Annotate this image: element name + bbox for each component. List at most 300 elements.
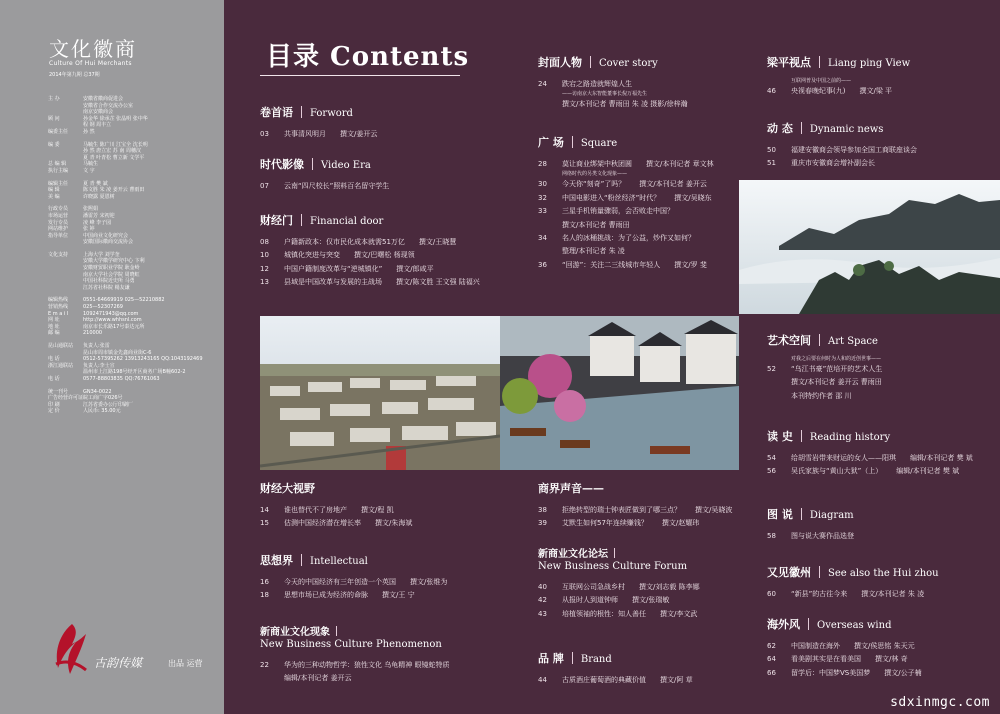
section-divider [301, 106, 302, 118]
credit-row [48, 278, 216, 285]
section-divider [590, 56, 591, 68]
credit-value: 马毓生 陈广川 江宝全 沈长明 [83, 141, 148, 148]
section-heading [260, 104, 377, 120]
article-kicker: 网络时代的另类文化现象—— [562, 171, 628, 178]
brand-name: 古韵传媒 [94, 656, 143, 670]
credit-row [48, 220, 216, 227]
article-title: 看美剧其实是在看美国 [791, 655, 861, 664]
article-item [767, 530, 868, 543]
section-title-cn: 新商业文化现象 [260, 627, 330, 638]
credit-row [48, 206, 216, 213]
credit-key: 编辑主任 [48, 180, 69, 187]
article-item [260, 659, 463, 672]
section-heading [538, 650, 693, 666]
article-title: 户籍新政本：仅市民化成本就需51万亿 [284, 238, 405, 246]
page-number: 13 [260, 278, 269, 287]
page-number: 36 [538, 260, 547, 269]
credit-value: 210000 [83, 330, 103, 337]
section-heading [767, 120, 931, 136]
article-author: 撰文/本刊记者 姜开云 曹雨田 [791, 378, 882, 387]
credit-key: 美 编 [48, 193, 60, 200]
page-number: 62 [767, 642, 776, 650]
section-financial-door [260, 212, 480, 290]
article-list [767, 356, 896, 403]
section-heading [767, 332, 896, 348]
credit-row [48, 226, 216, 233]
credit-key: 编委主任 [48, 128, 69, 135]
section-heading [260, 156, 403, 172]
credit-row [48, 213, 216, 220]
article-item [767, 640, 922, 653]
logo-en: Culture Of Hui Merchants [49, 60, 132, 67]
section-title-cn: 封面人物 [538, 56, 582, 69]
credit-key: 定 价 [48, 408, 60, 415]
article-title: 留学后：中国梦VS美国梦 [791, 668, 871, 677]
page-number: 64 [767, 655, 776, 664]
section-divider [312, 158, 313, 170]
page-number: 15 [260, 519, 269, 528]
article-title: 县域是中国改革与发展的主战场 [284, 278, 382, 287]
section-title-en: Intellectual [310, 556, 368, 567]
credit-value: GN34-0022 [83, 388, 112, 395]
section-title-en: Diagram [809, 510, 854, 521]
article-title: 中国制造在海外 [791, 642, 840, 650]
article-author: 撰文/郎咸平 [396, 264, 434, 273]
section-title-cn: 动 态 [767, 122, 793, 135]
credit-key: 执行主编 [48, 167, 69, 174]
page-number: 39 [538, 519, 547, 528]
article-title: 共事清风明月 [284, 130, 326, 138]
section-nbc-phenomenon [260, 626, 463, 686]
credit-row [48, 161, 216, 168]
article-item [260, 249, 480, 262]
article-title: “乌江书豪”范培开的艺术人生 [791, 365, 883, 373]
credit-value: 0512-57395262 13913243165 QQ:1043192469 [83, 356, 203, 363]
section-divider [572, 136, 573, 148]
credit-key: 网 址 [48, 317, 60, 324]
section-intellectual [260, 552, 447, 603]
article-item [767, 588, 939, 601]
section-financial-horizon [260, 480, 412, 531]
article-title: 三星手机销量骤弱，会否败走中国？ [562, 207, 674, 216]
article-author: 撰文/本刊记者 姜开云 [639, 180, 707, 189]
article-item [767, 85, 910, 98]
credit-value: 许晓露 夏恩树 [83, 193, 115, 200]
article-list [260, 504, 412, 531]
section-title-en: Square [580, 138, 618, 149]
credit-row [48, 155, 216, 162]
credit-value: 1092471943@qq.com [83, 310, 139, 317]
page-number: 28 [538, 160, 547, 168]
article-item [538, 178, 714, 191]
page-number: 44 [538, 676, 547, 684]
page-number: 07 [260, 182, 269, 190]
credit-row [48, 317, 216, 324]
masthead-credits [48, 96, 216, 415]
credit-value: 中国商业文化研究会 [83, 232, 129, 239]
article-list [260, 180, 403, 193]
article-item [538, 504, 732, 517]
section-heading [767, 564, 939, 580]
credit-value: 负责人:张雷 [83, 343, 110, 349]
article-item [260, 589, 447, 602]
credit-key: 行政专员 [48, 206, 69, 213]
article-author: 撰文/李文武 [660, 609, 698, 618]
article-author: 撰文/吴晓波 [695, 506, 733, 514]
article-item [538, 232, 714, 245]
article-item [538, 78, 688, 91]
credit-row [48, 187, 216, 194]
credit-row [48, 148, 216, 155]
article-author: 撰文/王晓慧 [418, 238, 457, 246]
article-author: 撰文/张瑞敏 [632, 596, 670, 605]
credit-value: http://www.whhsnl.com [83, 317, 142, 324]
credit-key: 电 话 [48, 375, 60, 382]
section-heading [260, 626, 463, 651]
article-title: 思想市场已成为经济的命脉 [284, 591, 368, 600]
magazine-logo [49, 38, 159, 78]
credit-value: 0551-64669919 025—52210882 [83, 297, 165, 304]
section-nbc-forum [538, 548, 700, 621]
page-number: 18 [260, 591, 269, 600]
credit-key: 编 委 [48, 141, 60, 148]
credit-key: 编辑热线 [48, 297, 69, 304]
credit-row [48, 402, 216, 409]
credit-value: 0577-88803835 QQ:76761063 [83, 375, 160, 382]
publisher-brand [50, 620, 220, 680]
credit-row [48, 129, 216, 136]
section-title-en: Reading history [809, 432, 891, 443]
section-title-en: Art Space [828, 336, 878, 347]
article-item [260, 504, 412, 517]
article-author: 本刊特约作者 邵 川 [791, 391, 852, 400]
article-title: 培植领袖的根性：知人善任 [562, 609, 646, 618]
credit-value: 皖工商广字026号 [83, 395, 123, 402]
article-item [538, 259, 714, 272]
credit-key: 昆山通联站 [48, 343, 74, 349]
section-heading [767, 616, 922, 632]
credit-value: 南京安徽商会 [83, 109, 114, 116]
section-divider [614, 548, 615, 558]
credit-value: 安徽省徽商促进会 [83, 96, 124, 102]
section-title-en: Financial door [310, 216, 384, 227]
aerial-town-photo [260, 316, 500, 470]
credit-key: 总 编 辑 [48, 161, 67, 168]
page-number: 08 [260, 238, 269, 246]
article-author: 撰文/巴曙松 杨现领 [354, 251, 415, 260]
section-divider [801, 430, 802, 442]
credit-value: 孙 然 [83, 128, 95, 135]
logo-cn: 文化徽商 [49, 37, 137, 61]
credit-value: 潘雷芳 宋初迎 [83, 212, 115, 219]
credit-value: 中国社科院近史所 马勇 [83, 278, 135, 285]
page-number: 51 [767, 159, 776, 168]
page-number: 12 [260, 264, 269, 273]
credit-value: 夏 青 樊 斌 [83, 180, 108, 187]
credit-value: 人民币: 35.00元 [83, 408, 121, 415]
article-author: 撰文/王 宁 [382, 591, 415, 600]
article-item [260, 276, 480, 289]
credit-value: 凌 峰 李子园 [83, 219, 112, 226]
section-liangping-view [767, 54, 910, 98]
article-title: 图与说大赛作品选登 [791, 532, 854, 540]
article-author: 撰文/朱海斌 [375, 519, 413, 528]
article-list [767, 144, 931, 171]
page-number: 40 [538, 583, 547, 591]
credit-key [48, 369, 83, 376]
article-item [767, 667, 922, 680]
article-item [538, 205, 714, 218]
section-title-en: See also the Hui zhou [828, 568, 939, 579]
article-author: 编辑/本刊记者 姜开云 [284, 674, 352, 683]
article-item [767, 465, 973, 478]
article-item [538, 192, 714, 205]
credit-value: 安徽省合作交流办公室 [83, 102, 134, 109]
credit-key: 编 辑 [48, 187, 60, 194]
section-title-cn: 财经门 [260, 214, 293, 227]
credit-value: 南京大学社会学院 周晓虹 [83, 271, 140, 278]
article-list [538, 581, 700, 621]
article-author: 撰文/公子楠 [884, 668, 922, 677]
credit-value: 夏 青 叶青松 曹立新 文学平 [83, 154, 145, 161]
credit-row [48, 297, 216, 304]
article-title: 华为的三种动物哲学：狼性文化 乌龟精神 眼镜蛇特质 [284, 661, 450, 669]
watermark: sdxinmgc.com [890, 695, 990, 710]
credit-key: 主 办 [48, 96, 60, 102]
article-title: 云南“四尺校长”照料百名留守学生 [284, 182, 390, 190]
page-number: 50 [767, 146, 776, 154]
article-author: 撰文/本刊记者 朱 凌 [861, 590, 925, 598]
article-title: 互联网公司急战乡村 [562, 583, 625, 591]
section-heading [260, 552, 447, 568]
article-author: 撰文/侯思铭 朱天元 [854, 642, 915, 650]
section-title-cn: 品 牌 [538, 652, 564, 665]
article-item [767, 157, 931, 170]
credit-key: 发行专员 [48, 219, 69, 226]
page-number: 66 [767, 668, 776, 677]
credit-value: 江苏省社科院 楊友谦 [83, 284, 130, 291]
section-hui-zhou [767, 564, 939, 601]
mountain-landscape-photo [739, 180, 1000, 314]
credit-row [48, 408, 216, 415]
page-number: 56 [767, 467, 776, 476]
credit-row [48, 168, 216, 175]
article-author: 撰文/罗 斐 [674, 260, 707, 269]
credit-value: 南京市长乐路17号泰达元所 [83, 323, 145, 330]
article-author: 撰文/程 凯 [361, 506, 394, 514]
credit-key [48, 109, 83, 116]
credit-value: 025—52307269 [83, 304, 123, 311]
credit-value: 安徽大学徽学研究中心 卞利 [83, 258, 145, 265]
article-title: 今天的中国经济有三年创造一个英国 [284, 578, 396, 586]
article-item [260, 236, 480, 249]
section-heading [538, 54, 688, 70]
page-number: 54 [767, 454, 776, 462]
credit-row [48, 395, 216, 402]
article-author: 撰文/姜开云 [340, 130, 378, 138]
page-number: 22 [260, 661, 269, 669]
article-item [538, 594, 700, 607]
credits-sidebar [0, 0, 224, 714]
section-divider [801, 122, 802, 134]
credit-value: 安徽国际徽商交流协会 [83, 239, 134, 246]
article-list [260, 576, 447, 603]
issue-number: 2014年第九期 总37期 [49, 72, 100, 78]
article-title: 古质酒庄葡萄酒的典藏价值 [562, 676, 646, 684]
section-overseas-wind [767, 616, 922, 680]
section-title-cn: 图 说 [767, 508, 793, 521]
article-list [767, 452, 973, 479]
article-title: 福建安徽商会领导参加全国工商联座谈会 [791, 146, 917, 154]
article-author: 撰文/本刊记者 章文林 [646, 160, 714, 168]
article-title: 从报时人到道钟师 [562, 596, 618, 605]
section-video-era [260, 156, 403, 193]
credit-key: 地 址 [48, 323, 60, 330]
article-title: 央视春晚纪事(九) [791, 87, 846, 95]
section-art-space [767, 332, 896, 403]
credit-row [48, 109, 216, 116]
page-number: 10 [260, 251, 269, 260]
section-heading [260, 212, 480, 228]
article-title: “新县”的古往今来 [791, 590, 848, 598]
section-divider [336, 626, 337, 636]
section-heading [767, 506, 868, 522]
section-divider [301, 214, 302, 226]
credit-value: 昆山市周市镇金先鑫商业街C-6 [83, 349, 152, 356]
credit-key: 营销热线 [48, 304, 69, 311]
credit-row [48, 194, 216, 201]
article-item [538, 608, 700, 621]
credit-value: 安徽财贸职业学院 耿金岭 [83, 265, 140, 272]
article-subtitle: ——访南京大东智能董事长倪万福先生 [562, 91, 648, 98]
section-forword [260, 104, 377, 141]
credit-key [48, 272, 83, 279]
page-number: 14 [260, 506, 269, 514]
article-title: 给胡雪岩带来财运的女人——阳琪 [791, 454, 896, 462]
credit-row [48, 96, 216, 103]
credit-key: 指导单位 [48, 232, 69, 239]
credit-row [48, 324, 216, 331]
page-number: 34 [538, 234, 547, 243]
article-title: 中国电影进入“粉丝经济”时代？ [562, 193, 661, 202]
credit-key: 电 话 [48, 356, 60, 363]
credit-row [48, 304, 216, 311]
article-title: “回游”：关注二三线城市年轻人 [562, 260, 661, 269]
article-author: 撰文/梁 平 [859, 87, 893, 95]
article-list [260, 236, 480, 290]
article-title: 城镇化突进与突变 [284, 251, 340, 260]
article-title: 谁也替代不了房地产 [284, 506, 347, 514]
page-number: 46 [767, 87, 776, 95]
credit-value: 上海大学 刘学奎 [83, 251, 120, 258]
credit-value: 温州市上江路198号经开区商务广场B幢602-2 [83, 369, 186, 376]
article-title: 名人的冰桶挑战：为了公益，炒作又如何？ [562, 234, 695, 243]
section-heading [538, 548, 700, 573]
article-item [767, 363, 896, 376]
credit-value: 孙金华 徐承芷 张晶明 张中华 [83, 115, 148, 122]
credit-key: 印 刷 [48, 401, 60, 408]
article-title: 今天你“刻奇”了吗？ [562, 180, 626, 189]
section-title-cn: 新商业文化论坛 [538, 549, 608, 560]
credit-row [48, 356, 216, 363]
credit-key: 广告经营许可证 [48, 395, 84, 402]
article-author: 整理/本刊记者 朱 凌 [562, 247, 625, 256]
page-number: 30 [538, 180, 547, 189]
section-heading [767, 428, 973, 444]
credit-row [48, 311, 216, 318]
article-list [538, 504, 732, 531]
credit-key: 市场运营 [48, 212, 69, 219]
page-number: 32 [538, 193, 547, 202]
article-list [767, 588, 939, 601]
article-item [538, 158, 714, 171]
article-title: 艾默生如何57年连续赚钱？ [562, 519, 648, 528]
page-number: 60 [767, 590, 776, 598]
article-author: 撰文/陈文胜 王文强 陆福兴 [396, 278, 480, 287]
article-list [767, 640, 922, 680]
credit-key: E m a i l [48, 310, 69, 317]
article-item [538, 581, 700, 594]
credit-row [48, 265, 216, 272]
section-divider [819, 56, 820, 68]
section-cover-story [538, 54, 688, 112]
section-brand [538, 650, 693, 687]
credit-row [48, 239, 216, 246]
page-number: 24 [538, 80, 547, 88]
section-title-cn: 广 场 [538, 136, 564, 149]
section-divider [819, 566, 820, 578]
article-title: 吴氏家族与“黄山大狱”（上） [791, 467, 883, 476]
credit-key: 浙江通联站 [48, 362, 74, 369]
article-item [260, 517, 412, 530]
article-list [767, 78, 910, 98]
credit-value: 文 宇 [83, 167, 95, 174]
title-divider [260, 75, 460, 76]
section-divider [801, 508, 802, 520]
section-title-cn: 商界声音—— [538, 482, 604, 495]
brush-logo-icon [50, 620, 90, 676]
section-title-cn: 艺术空间 [767, 334, 811, 347]
article-list [260, 128, 377, 141]
article-item [538, 517, 732, 530]
page-number: 38 [538, 506, 547, 514]
credit-row [48, 343, 216, 350]
credit-key: 顾 问 [48, 115, 60, 122]
credit-value: 张熙娟 [83, 206, 99, 213]
section-title-en: New Business Culture Phenomenon [260, 639, 442, 650]
section-title-cn: 梁平视点 [767, 56, 811, 69]
article-title: 莫让商业绑架中秋团圆 [562, 160, 632, 168]
section-divider [819, 334, 820, 346]
article-item [767, 144, 931, 157]
section-reading-history [767, 428, 973, 479]
section-title-cn: 又见徽州 [767, 566, 811, 579]
page-number: 03 [260, 130, 269, 138]
water-town-photo [500, 316, 739, 470]
article-list [538, 158, 714, 272]
article-title: 中国户籍制度改革与“逆城镇化” [284, 264, 383, 273]
article-kicker: 对我之后要在何时为人和的近创世事—— [791, 356, 882, 362]
article-author: 撰文/林 奇 [875, 655, 908, 664]
credit-row [48, 330, 216, 337]
credit-value: 马毓生 [83, 161, 99, 168]
article-list [260, 659, 463, 686]
credit-key [48, 265, 83, 272]
article-item [538, 674, 693, 687]
article-item [260, 180, 403, 193]
section-divider [572, 652, 573, 664]
credit-key [48, 148, 83, 155]
